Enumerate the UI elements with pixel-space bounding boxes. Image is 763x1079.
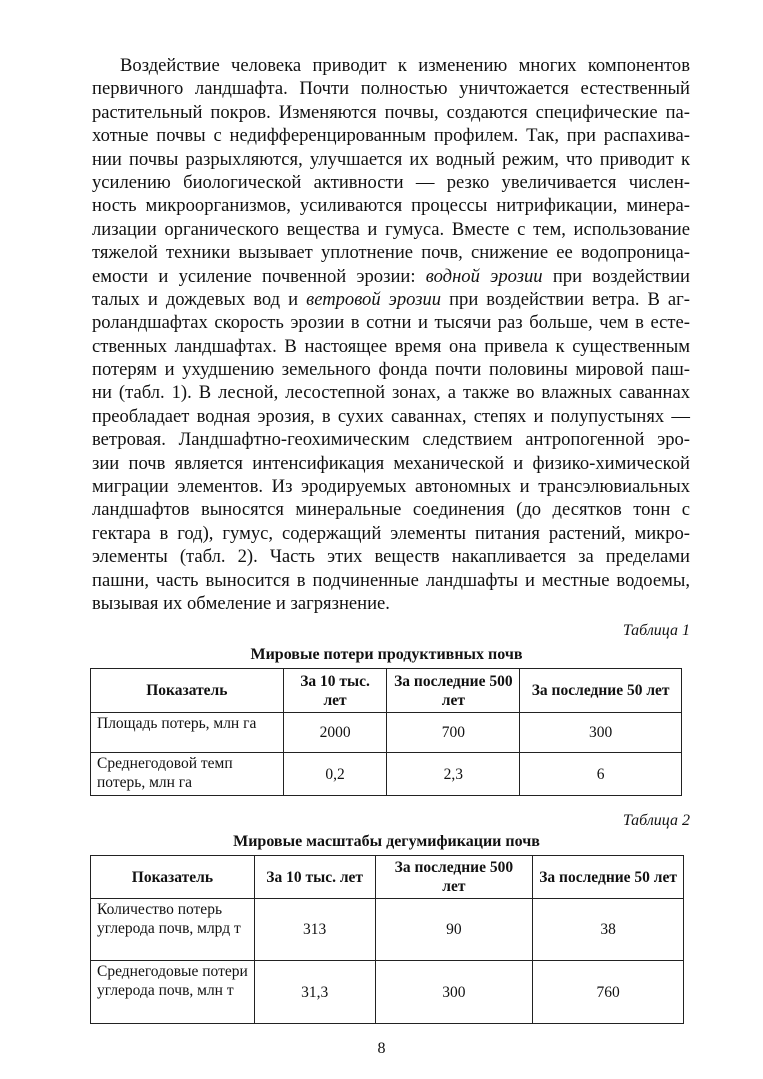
- text-line: [92, 288, 690, 311]
- text-line: хотные почвы с недифференцированным профилем. Так, при распахива-: [92, 125, 690, 147]
- italic-term: водной эрозии: [425, 265, 543, 287]
- text-line: потерям и ухудшению земельного фонда почти половины мировой паш-: [92, 359, 690, 381]
- text-line: ность микроорганизмов, усиливаются процессы нитрификации, минера-: [92, 195, 690, 217]
- column-header: За последние 50 лет: [533, 856, 684, 899]
- text-line: миграции элементов. Из эродируемых автономных и трансэлювиальных: [92, 476, 690, 498]
- row-label: Количество потерь углерода почв, млрд т: [91, 899, 255, 961]
- italic-term: ветровой эрозии: [306, 288, 442, 310]
- cell-value: 300: [520, 713, 682, 753]
- column-header: За последние 500 лет: [387, 669, 520, 713]
- table1-caption: Таблица 1: [622, 622, 690, 639]
- text-line: пашни, часть выносится в подчиненные ландшафты и местные водоемы,: [92, 569, 690, 591]
- text-line: ни (табл. 1). В лесной, лесостепной зонах, а также во влажных саваннах: [92, 382, 690, 404]
- column-header: За последние 500 лет: [375, 856, 533, 899]
- table2-title: Мировые масштабы дегумификации почв: [233, 833, 540, 850]
- table-row: [91, 961, 684, 1024]
- text-line: ландшафтов выносятся минеральные соединения (до десятков тонн с: [92, 499, 690, 521]
- text-fragment: при воздействии: [542, 265, 690, 287]
- cell-value: 300: [375, 961, 533, 1024]
- text-line: тяжелой техники вызывает уплотнение почв, снижение ее водопроница-: [92, 242, 690, 264]
- text-line: Воздействие человека приводит к изменению многих компонентов: [120, 55, 690, 76]
- text-line: ственных ландшафтах. В настоящее время она привела к существенным: [92, 335, 690, 357]
- cell-value: 700: [387, 713, 520, 753]
- column-header: За 10 тыс. лет: [283, 669, 387, 713]
- cell-value: 90: [375, 899, 533, 961]
- column-header: Показатель: [91, 669, 284, 713]
- text-line: лизации органического вещества и гумуса. Вместе с тем, использование: [92, 218, 690, 240]
- cell-value: 313: [254, 899, 375, 961]
- text-line: роландшафтах скорость эрозии в сотни и тысячи раз больше, чем в есте-: [92, 312, 690, 334]
- column-header: Показатель: [91, 856, 255, 899]
- text-line: ветровая. Ландшафтно-геохимическим следствием антропогенной эро-: [92, 429, 690, 451]
- text-line: гектара в год), гумус, содержащий элементы питания растений, микро-: [92, 522, 690, 544]
- row-label: Среднегодовые потери углерода почв, млн т: [91, 961, 255, 1024]
- text-line: преобладает водная эрозия, в сухих саваннах, степях и полупустынях —: [92, 405, 690, 427]
- text-line: вызывая их обмеление и загрязнение.: [92, 592, 390, 614]
- text-fragment: при воздействии ветра. В аг-: [441, 288, 690, 310]
- column-header: За 10 тыс. лет: [254, 856, 375, 899]
- table-row: [91, 753, 682, 796]
- table-row: [91, 899, 684, 961]
- cell-value: 31,3: [254, 961, 375, 1024]
- table-row: [91, 713, 682, 753]
- row-label: Площадь потерь, млн га: [91, 713, 284, 753]
- text-line: элементы (табл. 2). Часть этих веществ накапливается за пределами: [92, 546, 690, 568]
- text-line: зии почв является интенсификация механической и физико-химической: [92, 452, 690, 474]
- text-line: первичного ландшафта. Почти полностью уничтожается естественный: [92, 78, 690, 100]
- cell-value: 0,2: [283, 753, 387, 796]
- row-label: Среднегодовой темп потерь, млн га: [91, 753, 284, 796]
- cell-value: 38: [533, 899, 684, 961]
- text-line: нии почвы разрыхляются, улучшается их водный режим, что приводит к: [92, 148, 690, 170]
- column-header: За последние 50 лет: [520, 669, 682, 713]
- text-line: растительный покров. Изменяются почвы, создаются специфические па-: [92, 101, 690, 123]
- text-line: усилению биологической активности — резко увеличивается числен-: [92, 171, 690, 193]
- cell-value: 760: [533, 961, 684, 1024]
- text-fragment: талых и дождевых вод и: [92, 288, 307, 310]
- cell-value: 2,3: [387, 753, 520, 796]
- cell-value: 2000: [283, 713, 387, 753]
- table1: [90, 668, 682, 796]
- text-fragment: емости и усиление почвенной эрозии:: [92, 265, 426, 287]
- table2: [90, 855, 684, 1024]
- text-line: [92, 265, 690, 288]
- page-number: 8: [377, 1040, 386, 1057]
- body-paragraph: [92, 54, 690, 615]
- table1-title: Мировые потери продуктивных почв: [250, 646, 523, 663]
- cell-value: 6: [520, 753, 682, 796]
- table2-caption: Таблица 2: [622, 812, 690, 829]
